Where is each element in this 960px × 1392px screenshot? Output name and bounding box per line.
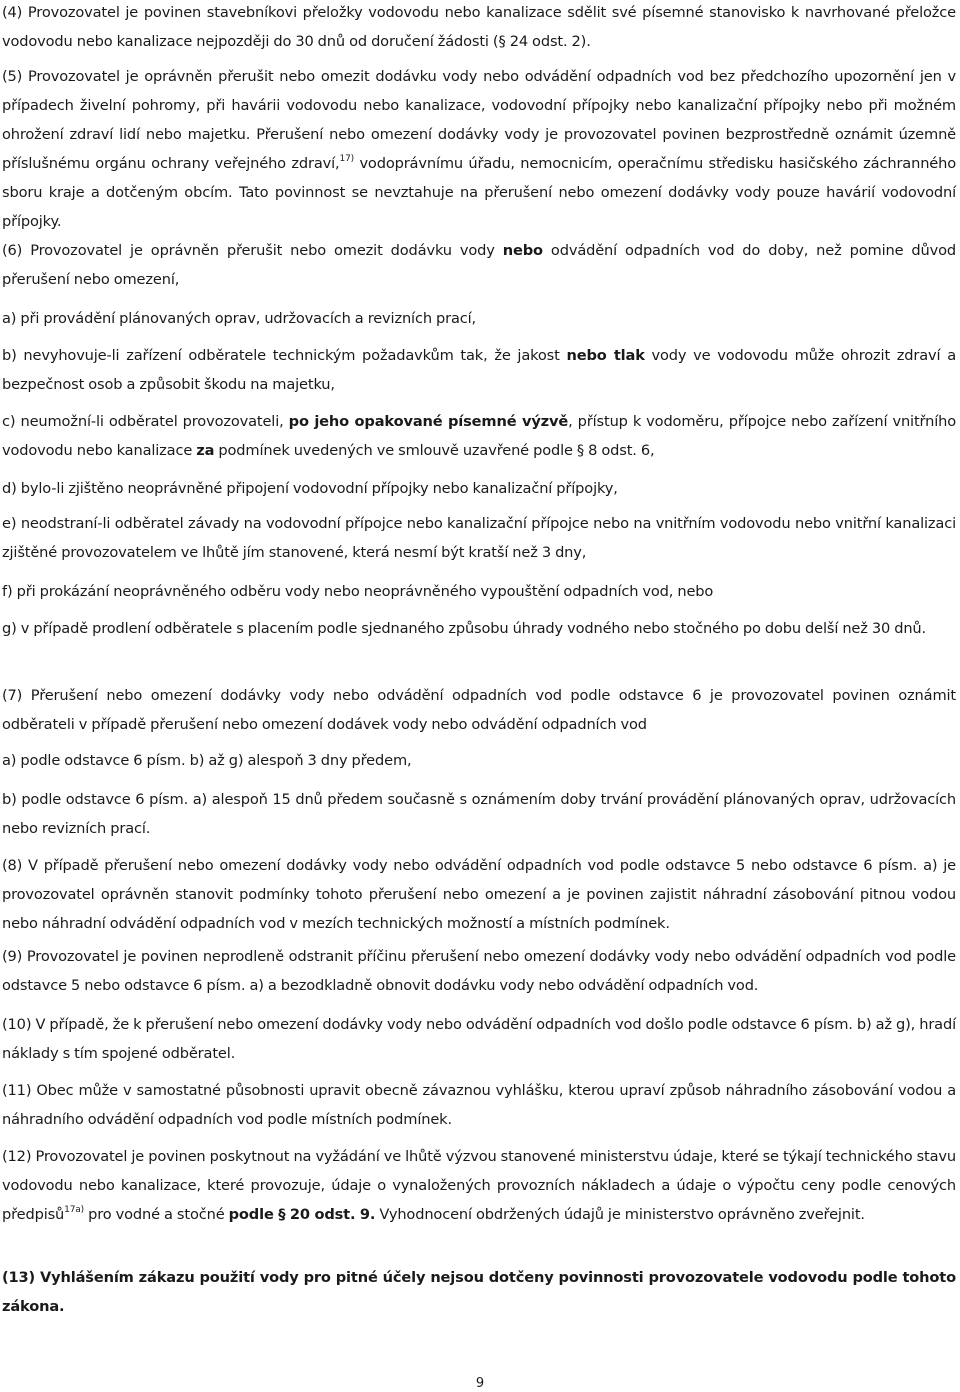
- paragraph-5-text-a: (5) Provozovatel je oprávněn přerušit nebo omezit dodávku vody nebo odvádění odpadních vod bez předchozího upozornění jen v případech živelní pohromy, při havárii vodovodu nebo kanalizace, vodovodní přípojky nebo kanalizační přípojky nebo při možném ohrožení zdraví lidí nebo majetku. Přerušení nebo omezení dodávky vody je provozovatel povinen bezprostředně oznámit územně příslušnému orgánu ochrany veřejného zdraví,: [2, 68, 956, 172]
- paragraph-6a: a) při provádění plánovaných oprav, udržovacích a revizních prací,: [2, 310, 477, 327]
- paragraph-6e: e) neodstraní-li odběratel závady na vodovodní přípojce nebo kanalizační přípojce nebo na vnitřním vodovodu nebo vnitřní kanalizaci zjištěné provozovatelem ve lhůtě jím stanovené, která nesmí být kratší než 3 dny,: [2, 515, 956, 561]
- paragraph-7b: b) podle odstavce 6 písm. a) alespoň 15 dnů předem současně s oznámením doby trvání provádění plánovaných oprav, udržovacích nebo revizních prací.: [2, 791, 956, 837]
- paragraph-7: (7) Přerušení nebo omezení dodávky vody nebo odvádění odpadních vod podle odstavce 6 je provozovatel povinen oznámit odběrateli v případě přerušení nebo omezení dodávek vody nebo odvádění odpadních vod: [2, 687, 956, 733]
- paragraph-6-bold: nebo: [502, 242, 543, 259]
- paragraph-6c-text-b: , přístup k vodoměru, přípojce nebo zařízení vnitřního vodovodu nebo kanalizace: [2, 413, 956, 459]
- paragraph-9: (9) Provozovatel je povinen neprodleně odstranit příčinu přerušení nebo omezení dodávky vody nebo odvádění odpadních vod podle odstavce 5 nebo odstavce 6 písm. a) a bezodkladně obnovit dodávku vody nebo odvádění odpadních vod.: [2, 948, 956, 994]
- paragraph-12-text-b: pro vodné a stočné: [84, 1206, 229, 1223]
- paragraph-6-text-b: odvádění odpadních vod do doby, než pomine důvod přerušení nebo omezení,: [2, 242, 956, 288]
- paragraph-8: (8) V případě přerušení nebo omezení dodávky vody nebo odvádění odpadních vod podle odstavce 5 nebo odstavce 6 písm. a) je provozovatel oprávněn stanovit podmínky tohoto přerušení nebo omezení a je povinen zajistit náhradní zásobování pitnou vodou nebo náhradní odvádění odpadních vod v mezích technických možností a místních podmínek.: [2, 857, 956, 932]
- paragraph-6c-bold: po jeho opakované písemné výzvě: [288, 413, 569, 430]
- paragraph-5: [2, 62, 956, 236]
- paragraph-12-text-a: (12) Provozovatel je povinen poskytnout na vyžádání ve lhůtě výzvou stanovené ministerstvu údaje, které se týkají technického stavu vodovodu nebo kanalizace, které provozuje, údaje o vynaložených provozních nákladech a údaje o výpočtu ceny podle cenových předpisů: [2, 1148, 956, 1223]
- paragraph-6b-bold: nebo tlak: [566, 347, 645, 364]
- paragraph-4: (4) Provozovatel je povinen stavebníkovi přeložky vodovodu nebo kanalizace sdělit své písemné stanovisko k navrhované přeložce vodovodu nebo kanalizace nejpozději do 30 dnů od doručení žádosti (§ 24 odst. 2).: [2, 4, 956, 50]
- paragraph-6-text-a: (6) Provozovatel je oprávněn přerušit nebo omezit dodávku vody: [2, 242, 503, 259]
- page-number: 9: [475, 1376, 485, 1391]
- paragraph-12-bold: podle § 20 odst. 9.: [228, 1206, 376, 1223]
- paragraph-6: [2, 236, 956, 294]
- paragraph-6g: g) v případě prodlení odběratele s placením podle sjednaného způsobu úhrady vodného nebo stočného po dobu delší než 30 dnů.: [2, 620, 927, 637]
- paragraph-11: (11) Obec může v samostatné působnosti upravit obecně závaznou vyhlášku, kterou upraví způsob náhradního zásobování vodou a náhradního odvádění odpadních vod podle místních podmínek.: [2, 1082, 956, 1128]
- paragraph-6c-text-a: c) neumožní-li odběratel provozovateli,: [2, 413, 289, 430]
- paragraph-6b-text-b: vody ve vodovodu může ohrozit zdraví a bezpečnost osob a způsobit škodu na majetku,: [2, 347, 956, 393]
- paragraph-7a: a) podle odstavce 6 písm. b) až g) alespoň 3 dny předem,: [2, 752, 412, 769]
- paragraph-6c: [2, 407, 956, 465]
- paragraph-10: (10) V případě, že k přerušení nebo omezení dodávky vody nebo odvádění odpadních vod došlo podle odstavce 6 písm. b) až g), hradí náklady s tím spojené odběratel.: [2, 1016, 956, 1062]
- paragraph-13-bold: (13) Vyhlášením zákazu použití vody pro pitné účely nejsou dotčeny povinnosti provozovatele vodovodu podle tohoto zákona.: [2, 1269, 956, 1315]
- paragraph-6f: f) při prokázání neoprávněného odběru vody nebo neoprávněného vypouštění odpadních vod, nebo: [2, 583, 714, 600]
- footnote-ref-17a: 17a): [64, 1205, 85, 1215]
- footnote-ref-17: 17): [339, 154, 355, 164]
- paragraph-12-text-c: Vyhodnocení obdržených údajů je ministerstvo oprávněno zveřejnit.: [375, 1206, 865, 1223]
- paragraph-5-text-b: vodoprávnímu úřadu, nemocnicím, operačnímu středisku hasičského záchranného sboru kraje a dotčeným obcím. Tato povinnost se nevztahuje na přerušení nebo omezení dodávky vody pouze havárií vodovodní přípojky.: [2, 155, 957, 230]
- paragraph-13: [2, 1263, 956, 1321]
- paragraph-6b: [2, 341, 956, 399]
- paragraph-6b-text-a: b) nevyhovuje-li zařízení odběratele technickým požadavkům tak, že jakost: [2, 347, 567, 364]
- paragraph-6d: d) bylo-li zjištěno neoprávněné připojení vodovodní přípojky nebo kanalizační přípojky,: [2, 480, 618, 497]
- paragraph-6c-text-c: podmínek uvedených ve smlouvě uzavřené podle § 8 odst. 6,: [214, 442, 655, 459]
- paragraph-12: [2, 1142, 956, 1229]
- paragraph-6c-bold-2: za: [196, 442, 215, 459]
